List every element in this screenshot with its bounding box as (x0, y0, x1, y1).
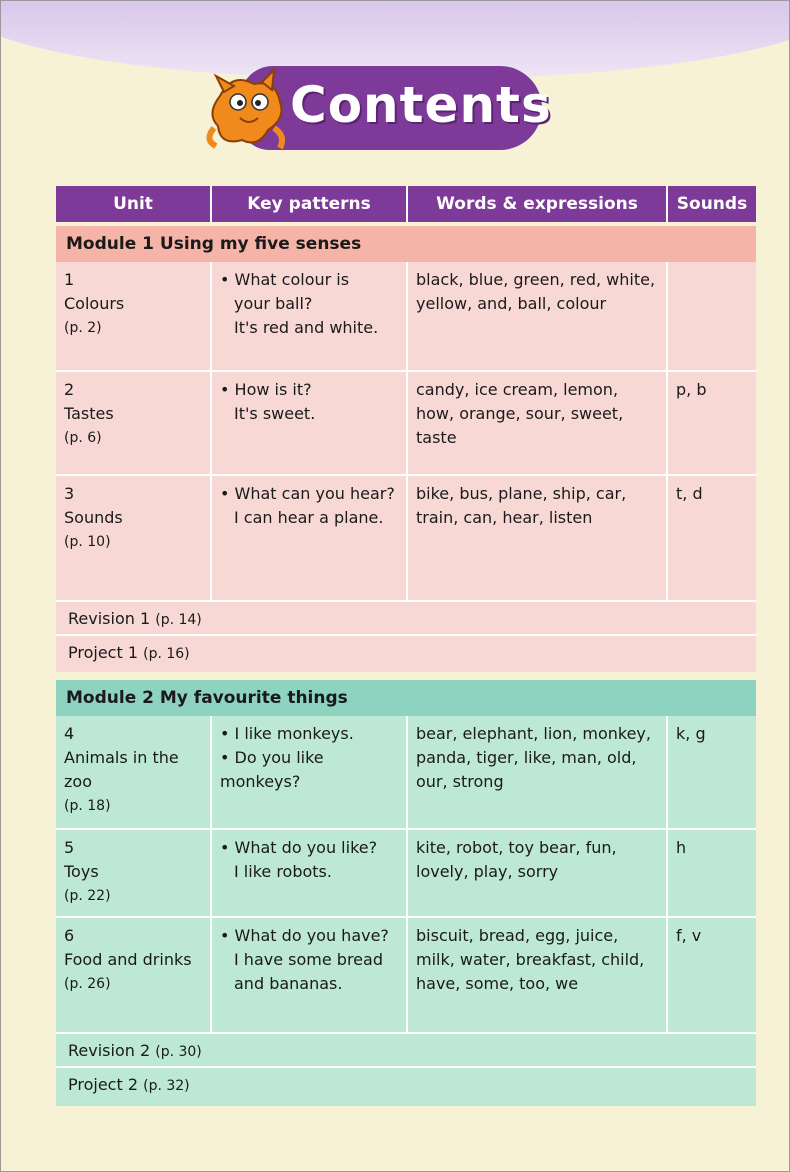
unit-name: Toys (64, 862, 99, 881)
module-1-title: Module 1 Using my five senses (66, 234, 362, 254)
unit-name: Animals in the zoo (64, 748, 179, 791)
sounds-cell: t, d (666, 476, 756, 600)
page-title: Contents (290, 76, 552, 134)
unit-number: 2 (64, 380, 75, 399)
unit-name: Food and drinks (64, 950, 192, 969)
unit-page: (p. 22) (64, 888, 111, 904)
key-pattern: It's sweet. (234, 404, 316, 423)
module-1-heading (56, 226, 756, 262)
unit-cell (56, 918, 210, 1002)
table-row (56, 262, 756, 370)
key-pattern: • What colour is (220, 268, 398, 292)
unit-cell (56, 716, 210, 824)
unit-page: (p. 18) (64, 798, 111, 814)
words-cell: candy, ice cream, lemon, how, orange, sour, sweet, taste (406, 372, 666, 474)
sounds-cell: k, g (666, 716, 756, 828)
revision-2-link[interactable]: Revision 2 (p. 30) (68, 1041, 202, 1060)
unit-number: 4 (64, 724, 75, 743)
key-patterns-cell (210, 716, 406, 828)
revision-row (56, 600, 756, 636)
key-pattern: • Do you like monkeys? (220, 746, 398, 794)
words-cell: kite, robot, toy bear, fun, lovely, play, sorry (406, 830, 666, 916)
sounds-cell: p, b (666, 372, 756, 474)
project-1-link[interactable]: Project 1 (p. 16) (68, 643, 190, 662)
project-2-link[interactable]: Project 2 (p. 32) (68, 1075, 190, 1094)
unit-cell (56, 372, 210, 456)
orange-cat-icon (202, 66, 292, 150)
sounds-cell: h (666, 830, 756, 916)
revision-1-link[interactable]: Revision 1 (p. 14) (68, 609, 202, 628)
sounds-cell: f, v (666, 918, 756, 1032)
words-cell: biscuit, bread, egg, juice, milk, water, breakfast, child, have, some, too, we (406, 918, 666, 1032)
key-patterns-cell (210, 918, 406, 1032)
unit-number: 1 (64, 270, 75, 289)
header-key-patterns: Key patterns (210, 186, 406, 222)
table-row (56, 474, 756, 602)
key-pattern: I can hear a plane. (234, 508, 384, 527)
header-unit: Unit (113, 194, 153, 214)
module-2-heading (56, 680, 756, 716)
words-cell: bike, bus, plane, ship, car, train, can, hear, listen (406, 476, 666, 600)
header-words: Words & expressions (406, 186, 666, 222)
unit-cell (56, 830, 210, 914)
table-row (56, 828, 756, 918)
table-row (56, 370, 756, 476)
key-patterns-cell (210, 372, 406, 474)
key-pattern: • What do you like? (220, 836, 398, 860)
unit-name: Sounds (64, 508, 123, 527)
key-patterns-cell (210, 830, 406, 916)
header-sounds: Sounds (666, 186, 756, 222)
unit-cell (56, 262, 210, 346)
unit-cell (56, 476, 210, 560)
unit-page: (p. 6) (64, 430, 102, 446)
unit-name: Tastes (64, 404, 114, 423)
key-pattern: your ball? (234, 294, 313, 313)
unit-number: 3 (64, 484, 75, 503)
unit-page: (p. 10) (64, 534, 111, 550)
sounds-cell (666, 262, 756, 370)
key-pattern: • How is it? (220, 378, 398, 402)
module-2-title: Module 2 My favourite things (66, 688, 348, 708)
table-row (56, 716, 756, 828)
unit-number: 6 (64, 926, 75, 945)
key-pattern: It's red and white. (234, 318, 379, 337)
unit-page: (p. 2) (64, 320, 102, 336)
table-header-row (56, 186, 756, 222)
words-cell: black, blue, green, red, white, yellow, and, ball, colour (406, 262, 666, 370)
unit-name: Colours (64, 294, 125, 313)
project-row (56, 1066, 756, 1106)
words-cell: bear, elephant, lion, monkey, panda, tiger, like, man, old, our, strong (406, 716, 666, 828)
unit-page: (p. 26) (64, 976, 111, 992)
key-pattern: • What do you have? (220, 924, 398, 948)
key-patterns-cell (210, 262, 406, 370)
unit-number: 5 (64, 838, 75, 857)
project-row (56, 634, 756, 672)
key-pattern: • I like monkeys. (220, 722, 398, 746)
table-row (56, 916, 756, 1034)
revision-row (56, 1032, 756, 1068)
key-patterns-cell (210, 476, 406, 600)
key-pattern: • What can you hear? (220, 482, 398, 506)
key-pattern: I have some bread and bananas. (234, 950, 383, 993)
key-pattern: I like robots. (234, 862, 332, 881)
